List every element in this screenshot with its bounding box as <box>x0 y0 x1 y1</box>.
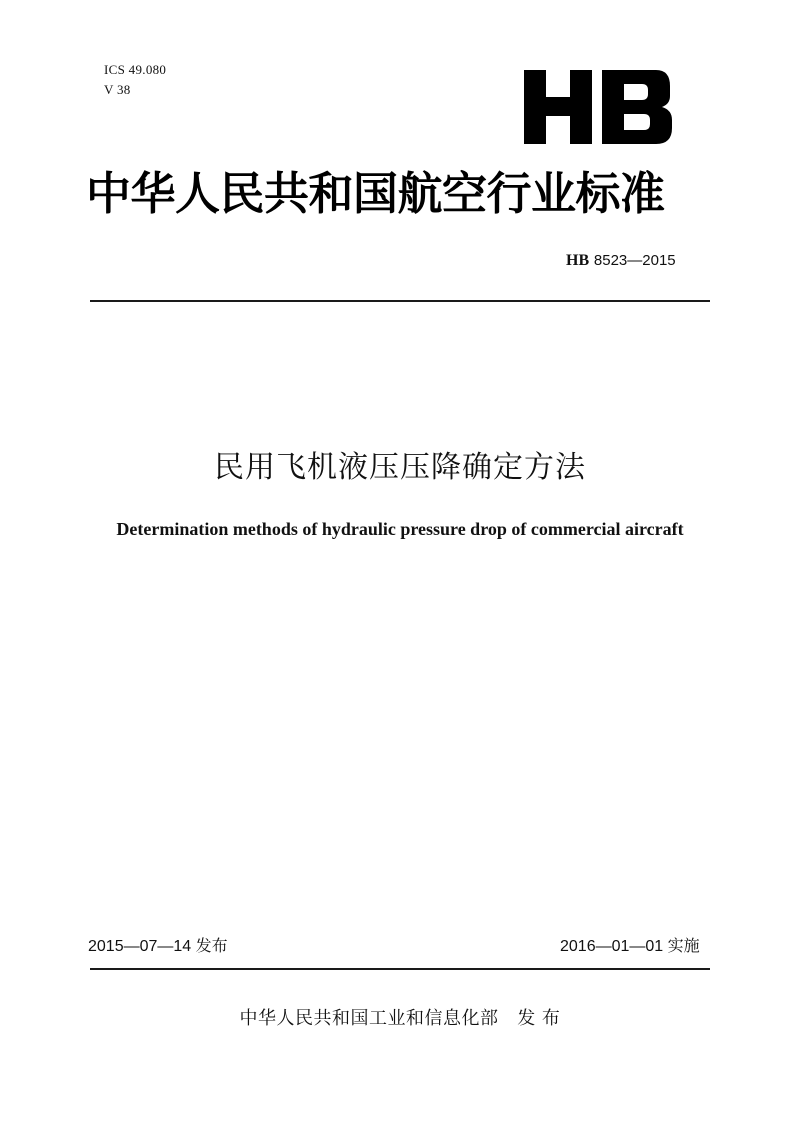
ccs-code: V 38 <box>104 82 131 97</box>
document-title-english: Determination methods of hydraulic pressure drop of commercial aircraft <box>116 519 684 539</box>
standard-code-number: 8523—2015 <box>593 252 676 269</box>
document-title-chinese: 民用飞机液压压降确定方法 <box>214 450 586 485</box>
standard-category-title: 中华人民共和国航空行业标准 <box>86 167 665 220</box>
standard-code-prefix: HB <box>566 252 590 269</box>
classification-block <box>104 60 166 100</box>
publisher: 中华人民共和国工业和信息化部 发 布 <box>239 1008 561 1029</box>
hb-logo <box>524 70 672 144</box>
standard-code <box>566 250 676 271</box>
effective-date: 2016—01—01 实施 <box>560 938 700 955</box>
ics-code: ICS 49.080 <box>104 62 167 77</box>
issue-date: 2015—07—14 发布 <box>88 938 228 955</box>
top-divider <box>90 300 710 302</box>
bottom-divider <box>90 968 710 970</box>
